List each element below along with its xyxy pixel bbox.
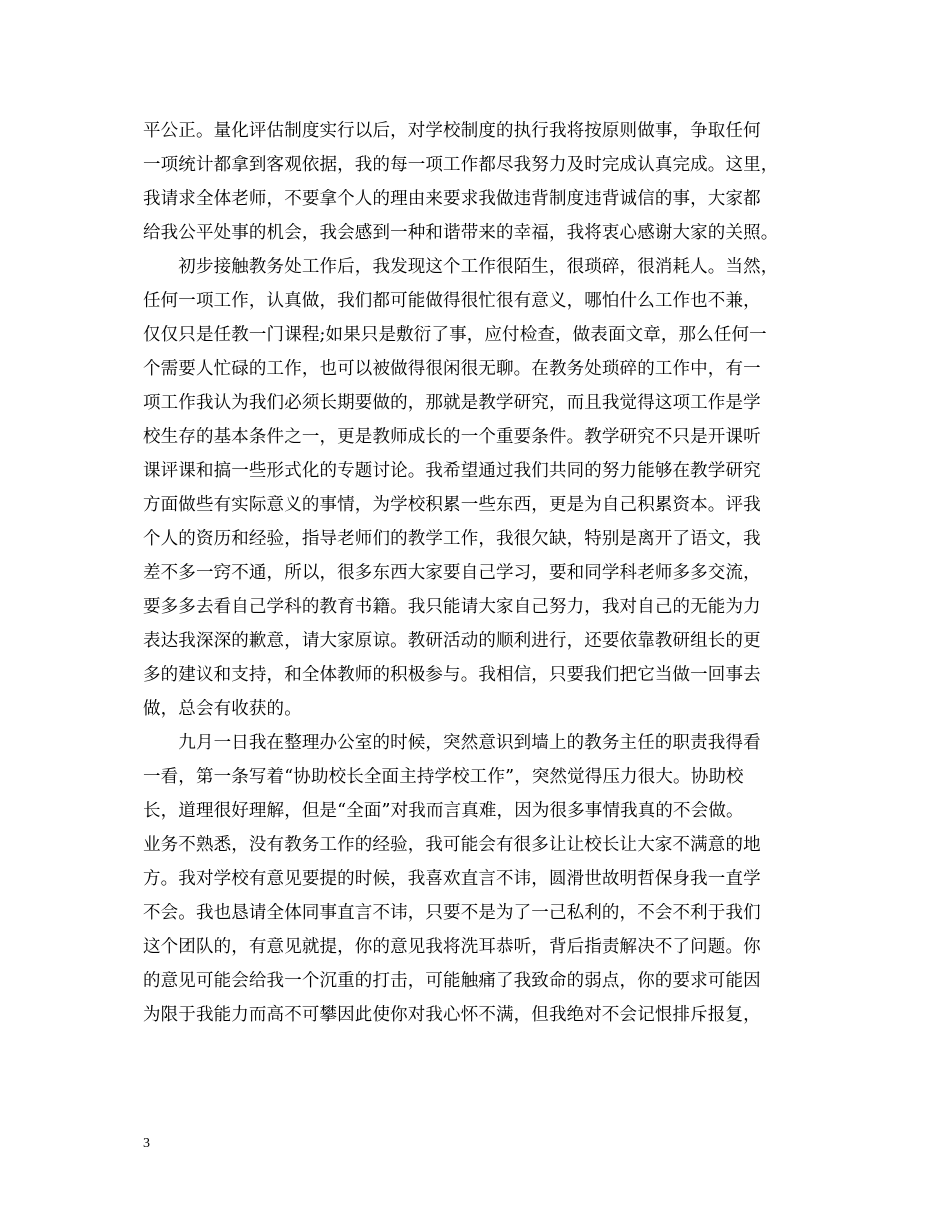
text-line: 方面做些有实际意义的事情，为学校积累一些东西，更是为自己积累资本。评我 bbox=[143, 495, 761, 515]
text-line: 为限于我能力而高不可攀因此使你对我心怀不满，但我绝对不会记恨排斥报复， bbox=[143, 1005, 761, 1025]
text-line: 方。我对学校有意见要提的时候，我喜欢直言不讳，圆滑世故明哲保身我一直学 bbox=[143, 869, 761, 889]
text-line: 平公正。量化评估制度实行以后，对学校制度的执行我将按原则做事，争取任何 bbox=[143, 121, 761, 141]
text-line: 仅仅只是任教一门课程;如果只是敷衍了事，应付检查，做表面文章，那么任何一 bbox=[143, 325, 767, 345]
text-line: 九月一日我在整理办公室的时候，突然意识到墙上的教务主任的职责我得看 bbox=[143, 733, 761, 753]
text-line: 一看，第一条写着“协助校长全面主持学校工作”，突然觉得压力很大。协助校 bbox=[143, 767, 744, 787]
text-line: 项工作我认为我们必须长期要做的，那就是教学研究，而且我觉得这项工作是学 bbox=[143, 393, 761, 413]
text-line: 我请求全体老师，不要拿个人的理由来要求我做违背制度违背诚信的事，大家都 bbox=[143, 189, 761, 209]
text-line: 差不多一窍不通，所以，很多东西大家要自己学习，要和同学科老师多多交流， bbox=[143, 563, 761, 583]
text-line: 给我公平处事的机会，我会感到一种和谐带来的幸福，我将衷心感谢大家的关照。 bbox=[143, 223, 779, 243]
text-line: 任何一项工作，认真做，我们都可能做得很忙很有意义，哪怕什么工作也不兼， bbox=[143, 291, 761, 311]
text-line: 业务不熟悉，没有教务工作的经验，我可能会有很多让让校长让大家不满意的地 bbox=[143, 835, 761, 855]
page-number: 3 bbox=[143, 1136, 150, 1151]
text-line: 个需要人忙碌的工作，也可以被做得很闲很无聊。在教务处琐碎的工作中，有一 bbox=[143, 359, 761, 379]
text-line: 个人的资历和经验，指导老师们的教学工作，我很欠缺，特别是离开了语文，我 bbox=[143, 529, 761, 549]
text-line: 这个团队的，有意见就提，你的意见我将洗耳恭听，背后指责解决不了问题。你 bbox=[143, 937, 761, 957]
text-line: 的意见可能会给我一个沉重的打击，可能触痛了我致命的弱点，你的要求可能因 bbox=[143, 971, 761, 991]
text-line: 要多多去看自己学科的教育书籍。我只能请大家自己努力，我对自己的无能为力 bbox=[143, 597, 761, 617]
text-line: 初步接触教务处工作后，我发现这个工作很陌生，很琐碎，很消耗人。当然， bbox=[143, 257, 779, 277]
text-line: 表达我深深的歉意，请大家原谅。教研活动的顺利进行，还要依靠教研组长的更 bbox=[143, 631, 761, 651]
text-line: 校生存的基本条件之一，更是教师成长的一个重要条件。教学研究不只是开课听 bbox=[143, 427, 761, 447]
text-line: 长，道理很好理解，但是“全面”对我而言真难，因为很多事情我真的不会做。 bbox=[143, 801, 744, 821]
text-line: 多的建议和支持，和全体教师的积极参与。我相信，只要我们把它当做一回事去 bbox=[143, 665, 761, 685]
text-line: 做，总会有收获的。 bbox=[143, 699, 302, 719]
body-text bbox=[143, 114, 823, 1032]
text-line: 课评课和搞一些形式化的专题讨论。我希望通过我们共同的努力能够在教学研究 bbox=[143, 461, 761, 481]
text-line: 不会。我也恳请全体同事直言不讳，只要不是为了一己私利的，不会不利于我们 bbox=[143, 903, 761, 923]
text-line: 一项统计都拿到客观依据，我的每一项工作都尽我努力及时完成认真完成。这里， bbox=[143, 155, 779, 175]
